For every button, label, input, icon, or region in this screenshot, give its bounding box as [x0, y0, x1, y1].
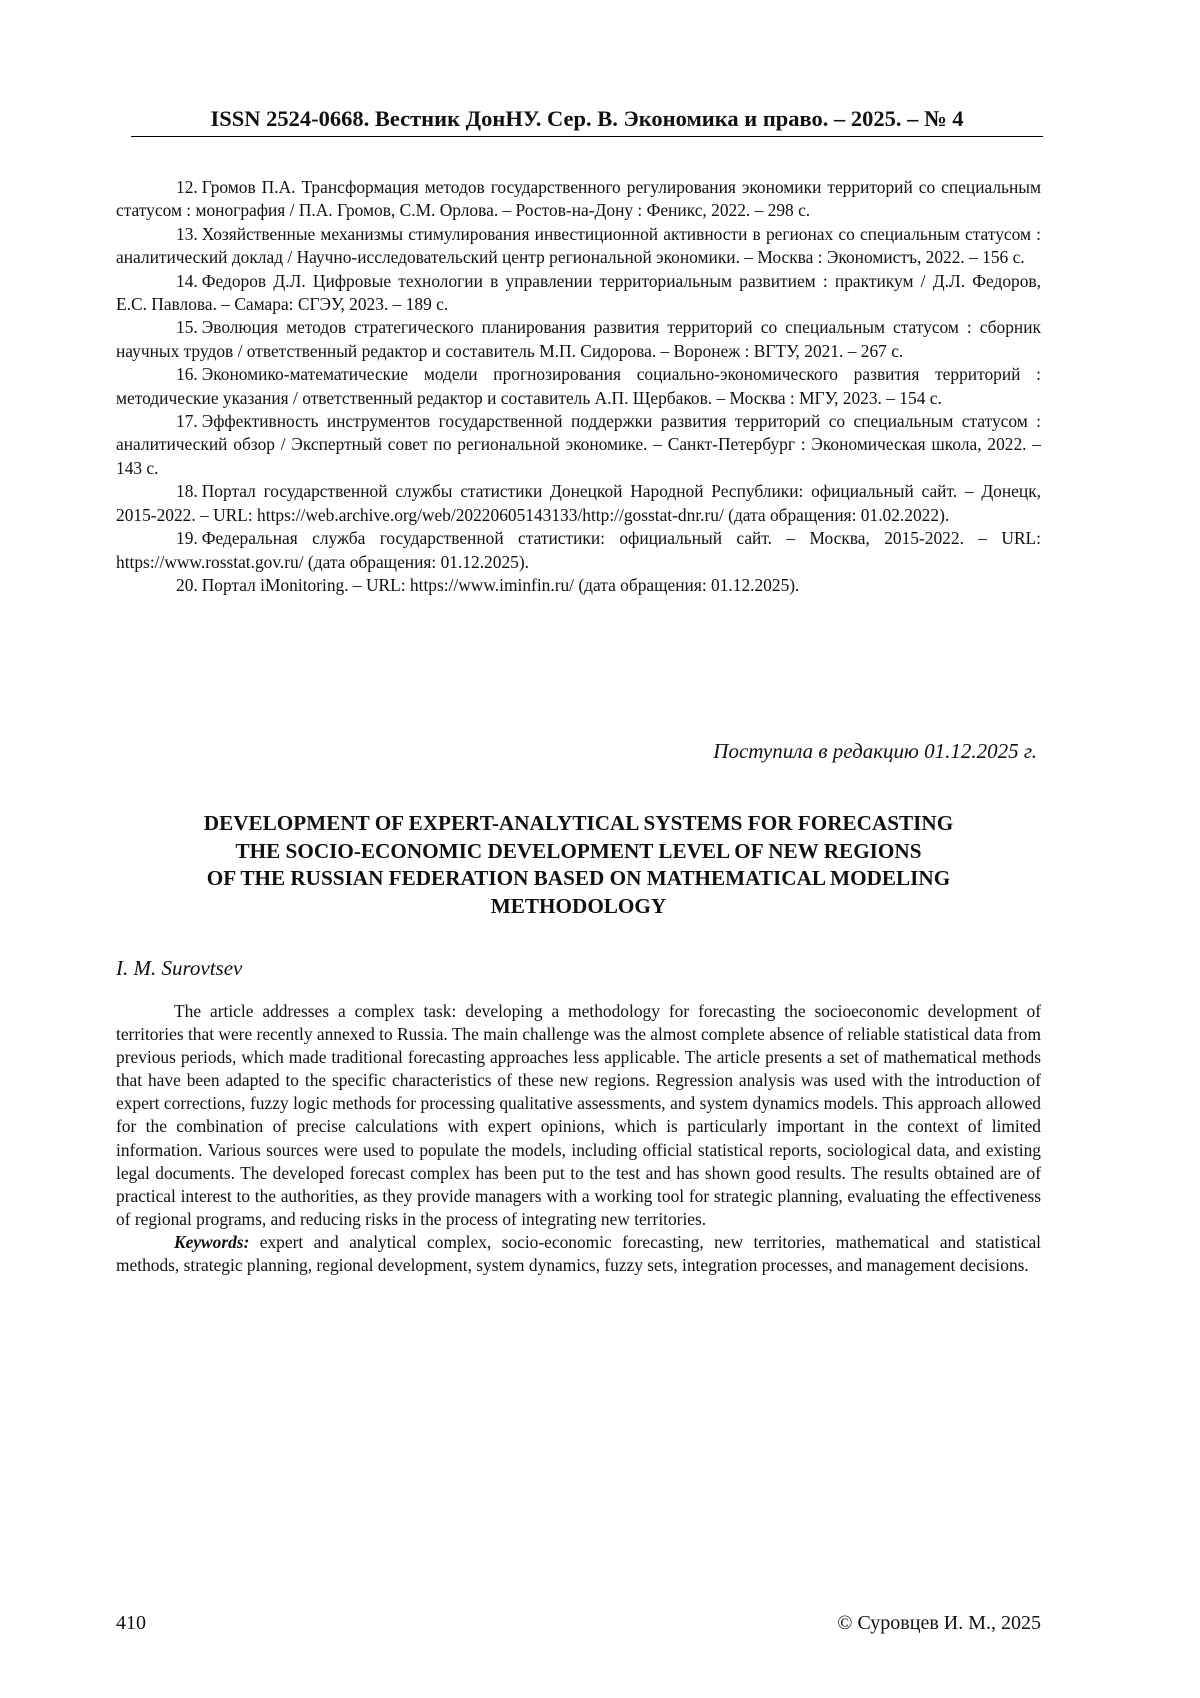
article-title	[116, 810, 1041, 920]
reference-text: Федоров Д.Л. Цифровые технологии в управлении территориальным развитием : практикум / Д.Л. Федоров, Е.С. Павлова. – Самара: СГЭУ, 2023. – 189 с.	[116, 270, 1041, 315]
article-title-line: OF THE RUSSIAN FEDERATION BASED ON MATHEMATICAL MODELING	[206, 866, 951, 890]
reference-item	[116, 410, 1041, 480]
reference-text: Экономико-математические модели прогнозирования социально-экономического развития территорий : методические указания / ответственный редактор и составитель А.П. Щербаков. – Москва : МГУ, 2023. – 154 с.	[116, 364, 1041, 408]
article-title-line: METHODOLOGY	[490, 893, 667, 918]
reference-item	[116, 176, 1041, 223]
reference-text: Эффективность инструментов государственной поддержки развития территорий со специальным статусом : аналитический обзор / Экспертный совет по региональной экономике. – Санкт-Петербург : Экономическая школа, 2022. – 143 с.	[116, 411, 1041, 478]
reference-number: 16.	[176, 364, 198, 385]
reference-number: 18.	[176, 481, 198, 502]
reference-text: Портал государственной службы статистики Донецкой Народной Республики: официальный сайт. – Донецк, 2015-2022. – URL: https://web.archive.org/web/20220605143133/http://gosstat-dnr.ru/ (дата обращения: 01.02.2022).	[116, 481, 1041, 525]
reference-number: 13.	[176, 223, 198, 244]
running-header: ISSN 2524-0668. Вестник ДонНУ. Сер. В. Экономика и право. – 2025. – № 4	[210, 106, 964, 131]
received-date: Поступила в редакцию 01.12.2025 г.	[713, 739, 1037, 763]
reference-item	[116, 316, 1041, 363]
reference-number: 20.	[176, 574, 198, 595]
keywords-label: Keywords:	[174, 1231, 250, 1252]
keywords	[116, 1231, 1041, 1277]
author-name: I. M. Surovtsev	[116, 956, 243, 980]
reference-list	[116, 176, 1041, 597]
reference-text: Хозяйственные механизмы стимулирования инвестиционной активности в регионах со специальным статусом : аналитический доклад / Научно-исследовательский центр региональной экономики. – Москва : Экономистъ, 2022. – 156 с.	[116, 223, 1041, 268]
reference-item	[116, 480, 1041, 527]
reference-number: 15.	[176, 317, 198, 338]
reference-number: 14.	[176, 270, 198, 291]
reference-item	[116, 527, 1041, 574]
reference-number: 19.	[176, 528, 198, 549]
keywords-text: expert and analytical complex, socio-economic forecasting, new territories, mathematical and statistical methods, strategic planning, regional development, system dynamics, fuzzy sets, integration processes, and management decisions.	[116, 1231, 1041, 1276]
abstract	[116, 1000, 1041, 1277]
article-title-line: THE SOCIO-ECONOMIC DEVELOPMENT LEVEL OF NEW REGIONS	[235, 838, 922, 863]
reference-number: 17.	[176, 411, 198, 432]
abstract-text: The article addresses a complex task: developing a methodology for forecasting the socioeconomic development of territories that were recently annexed to Russia. The main challenge was the almost complete absence of reliable statistical data from previous periods, which made traditional forecasting approaches less applicable. The article presents a set of mathematical methods that have been adapted to the specific characteristics of these new regions. Regression analysis was used with the introduction of expert corrections, fuzzy logic methods for processing qualitative assessments, and system dynamics models. This approach allowed for the combination of precise calculations with expert opinions, which is particularly important in the context of limited information. Various sources were used to populate the models, including official statistical reports, sociological data, and existing legal documents. The developed forecast complex has been put to the test and has shown good results. The results obtained are of practical interest to the authorities, as they provide managers with a working tool for strategic planning, evaluating the effectiveness of regional programs, and reducing risks in the process of integrating new territories.	[116, 1001, 1041, 1229]
reference-text: Эволюция методов стратегического планирования развития территорий со специальным статусом : сборник научных трудов / ответственный редактор и составитель М.П. Сидорова. – Воронеж : ВГТУ, 2021. – 267 с.	[116, 317, 1041, 361]
copyright-notice: © Суровцев И. М., 2025	[837, 1612, 1041, 1634]
header-rule	[131, 136, 1043, 137]
page-number: 410	[116, 1612, 146, 1634]
reference-item	[116, 363, 1041, 410]
reference-item	[116, 270, 1041, 317]
reference-item	[116, 223, 1041, 270]
reference-item	[116, 574, 1041, 597]
reference-text: Портал iMonitoring. – URL: https://www.iminfin.ru/ (дата обращения: 01.12.2025).	[201, 574, 800, 595]
article-title-line: DEVELOPMENT OF EXPERT-ANALYTICAL SYSTEMS FOR FORECASTING	[203, 811, 954, 835]
reference-number: 12.	[176, 177, 198, 197]
reference-text: Громов П.А. Трансформация методов государственного регулирования экономики территорий со специальным статусом : монография / П.А. Громов, С.М. Орлова. – Ростов-на-Дону : Феникс, 2022. – 298 с.	[116, 177, 1041, 221]
reference-text: Федеральная служба государственной статистики: официальный сайт. – Москва, 2015-2022. – URL: https://www.rosstat.gov.ru/ (дата обращения: 01.12.2025).	[116, 528, 1041, 572]
